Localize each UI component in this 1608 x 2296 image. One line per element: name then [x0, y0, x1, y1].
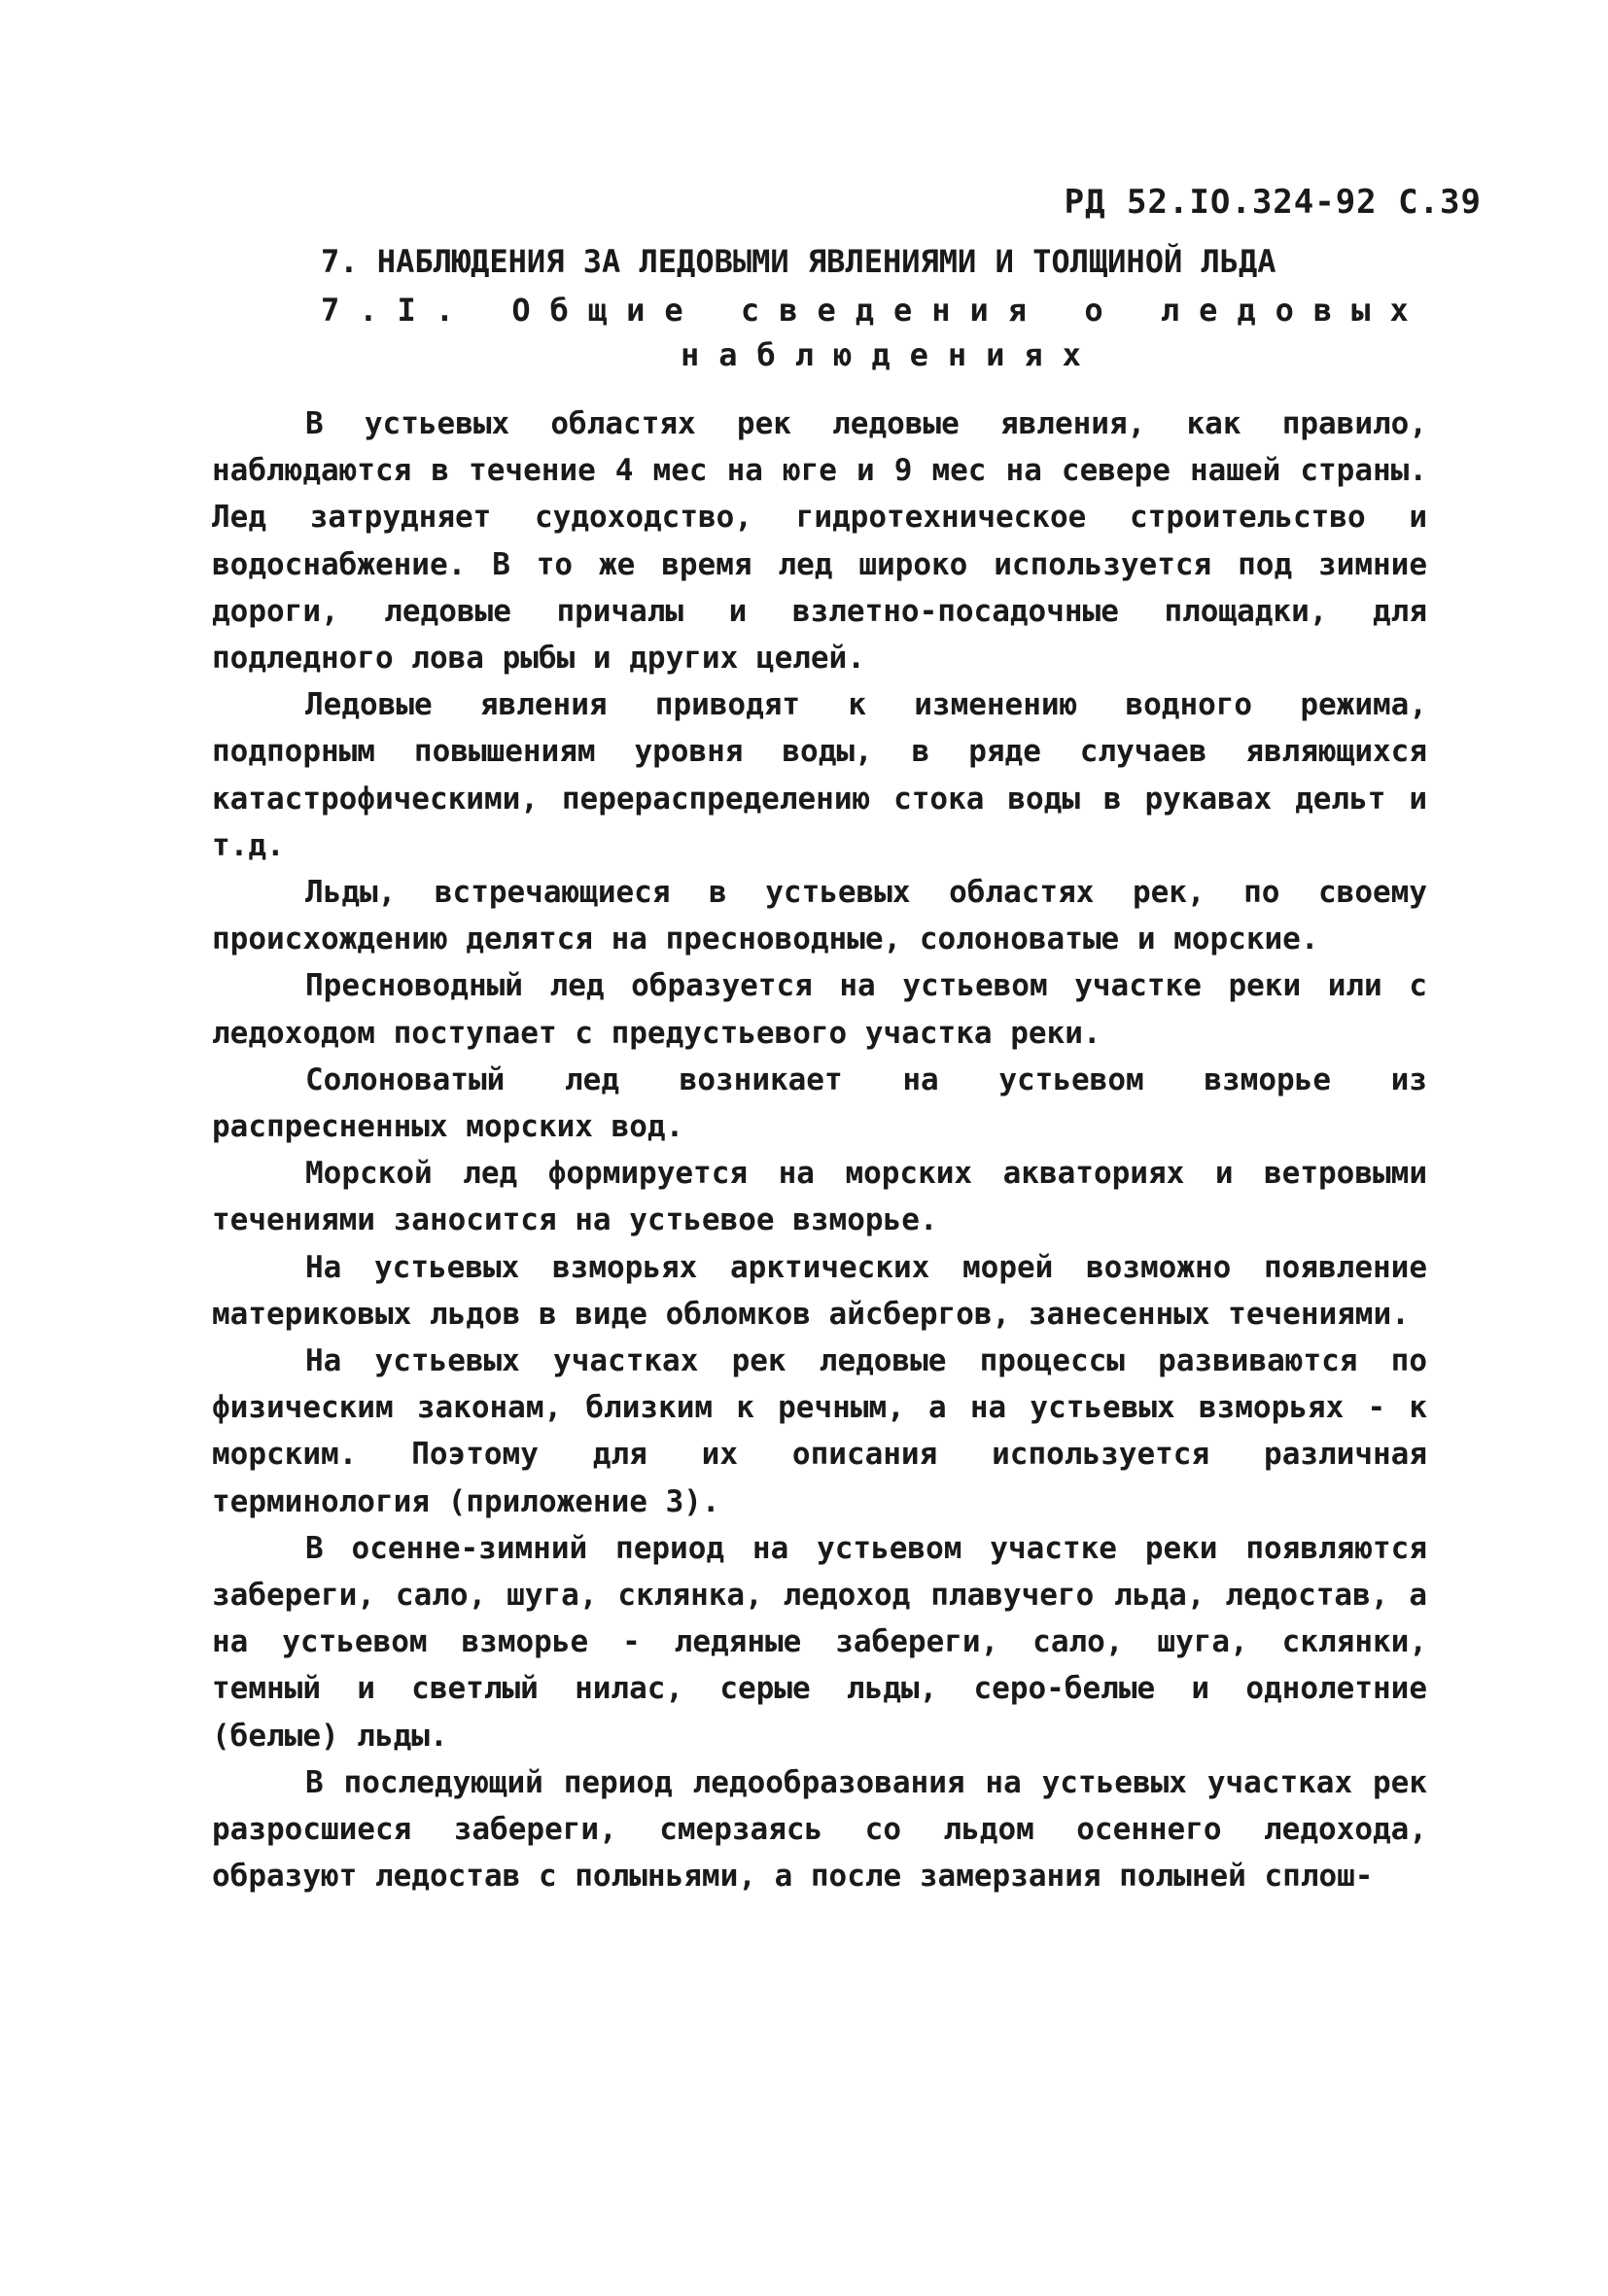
- paragraph: На устьевых участках рек ледовые процессы развиваются по физическим законам, близким к речным, а на устьевых взморьях - к морским. Поэтому для их описания используется различная терминология (приложение 3).: [212, 1343, 1427, 1519]
- subsection-heading-line-2: наблюдениях: [681, 336, 1101, 373]
- paragraph: Пресноводный лед образуется на устьевом участке реки или с ледоходом поступает с предустьевого участка реки.: [212, 968, 1427, 1051]
- subsection-heading: [321, 292, 1428, 373]
- paragraph: В последующий период ледообразования на устьевых участках рек разросшиеся забереги, смерзаясь со льдом осеннего ледохода, образуют ледостав с полыньями, а после замерзания полыней сплош-: [212, 1764, 1427, 1895]
- subsection-heading-line-1: 7.I. Общие сведения о ледовых: [321, 292, 1428, 329]
- paragraph: Морской лед формируется на морских акваториях и ветровыми течениями заносится на устьевое взморье.: [212, 1156, 1427, 1238]
- body-text: [212, 400, 1427, 1900]
- paragraph: На устьевых взморьях арктических морей возможно появление материковых льдов в виде обломков айсбергов, занесенных течениями.: [212, 1249, 1427, 1332]
- paragraph: Солоноватый лед возникает на устьевом взморье из распресненных морских вод.: [212, 1061, 1427, 1145]
- section-title: 7. НАБЛЮДЕНИЯ ЗА ЛЕДОВЫМИ ЯВЛЕНИЯМИ И ТОЛЩИНОЙ ЛЬДА: [321, 243, 1276, 280]
- paragraph: Льды, встречающиеся в устьевых областях рек, по своему происхождению делятся на пресноводные, солоноватые и морские.: [212, 875, 1427, 957]
- paragraph: В устьевых областях рек ледовые явления, как правило, наблюдаются в течение 4 мес на юге и 9 мес на севере нашей страны. Лед затрудняет судоходство, гидротехническое строительство и водоснабжение. В то же время лед широко используется под зимние дороги, ледовые причалы и взлетно-посадочные площадки, для подледного лова рыбы и других целей.: [212, 406, 1427, 677]
- paragraph: Ледовые явления приводят к изменению водного режима, подпорным повышениям уровня воды, в ряде случаев являющихся катастрофическими, перераспределению стока воды в рукавах дельт и т.д.: [212, 687, 1427, 863]
- document-reference: РД 52.IO.324-92 С.39: [1064, 183, 1482, 222]
- paragraph: В осенне-зимний период на устьевом участке реки появляются забереги, сало, шуга, склянка, ледоход плавучего льда, ледостав, а на устьевом взморье - ледяные забереги, сало, шуга, склянки, темный и светлый нилас, серые льды, серо-белые и однолетние (белые) льды.: [212, 1530, 1427, 1754]
